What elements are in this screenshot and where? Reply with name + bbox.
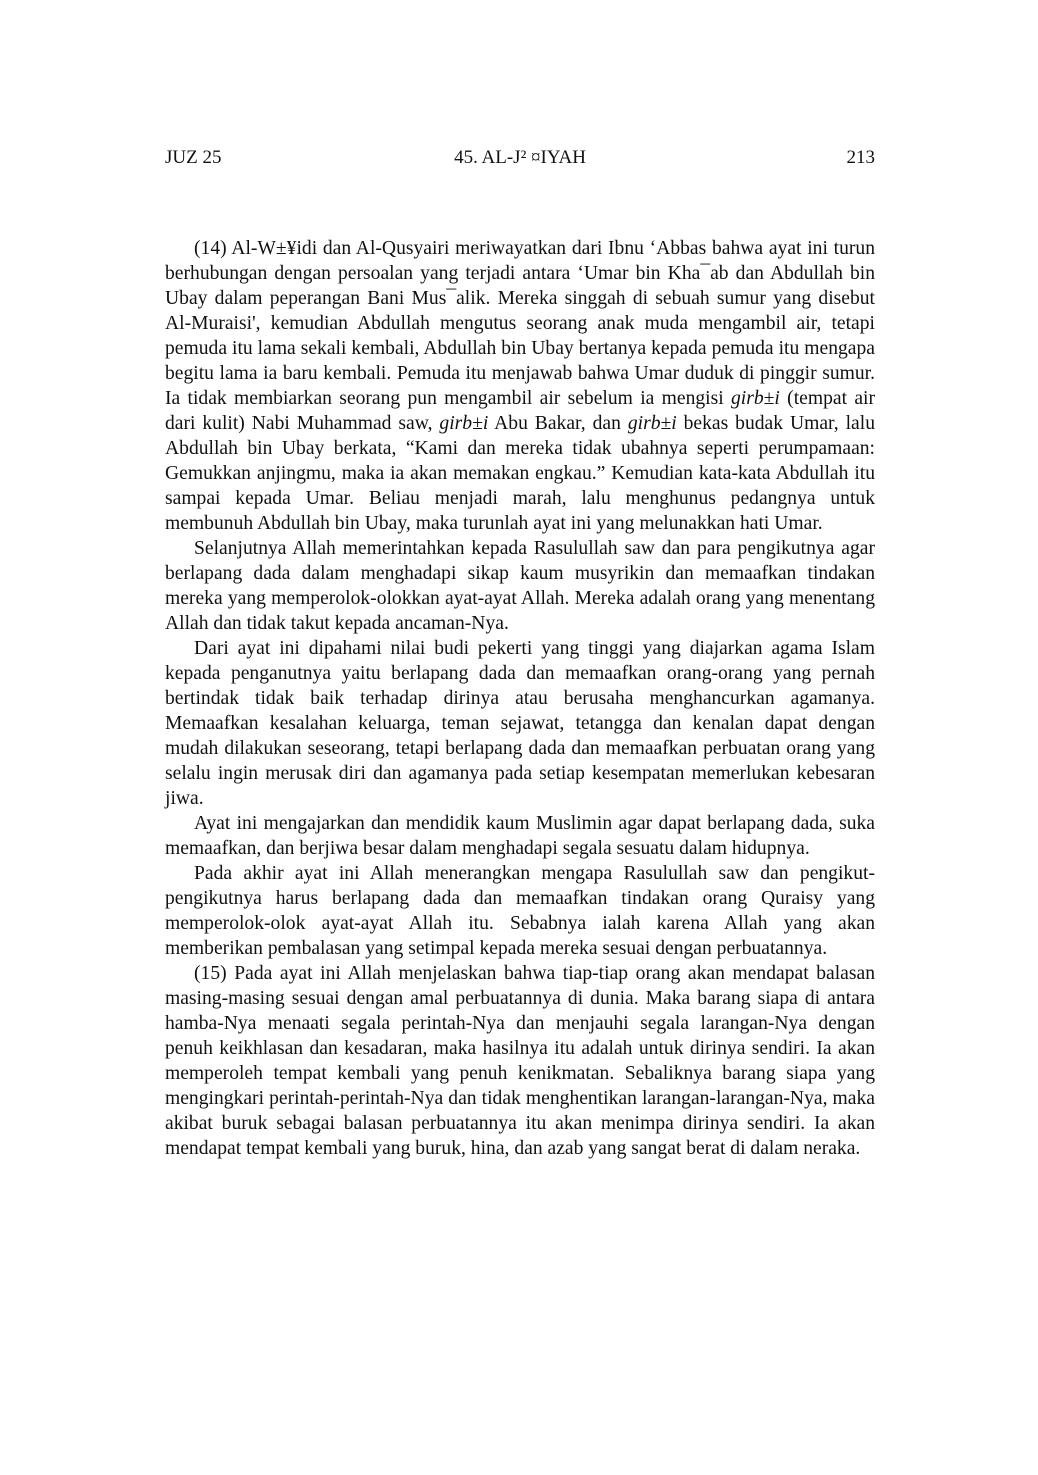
paragraph-text: (14) Al-W±¥idi dan Al-Qusyairi meriwayatkan dari Ibnu ‘Abbas bahwa ayat ini turun berhubungan dengan persoalan yang terjadi antara ‘Umar bin Kha¯ab dan Abdullah bin Ubay dalam peperangan Bani Mus¯alik. Mereka singgah di sebuah sumur yang disebut Al-Muraisi', kemudian Abdullah mengutus seorang anak muda mengambil air, tetapi pemuda itu lama sekali kembali, Abdullah bin Ubay bertanya kepada pemuda itu mengapa begitu lama ia baru kembali. Pemuda itu menjawab bahwa Umar duduk di pinggir sumur. Ia tidak membiarkan seorang pun mengambil air sebelum ia mengisi bbox=[165, 238, 875, 409]
paragraph-text: Abu Bakar, dan bbox=[488, 413, 628, 434]
paragraph-4: Ayat ini mengajarkan dan mendidik kaum Muslimin agar dapat berlapang dada, suka memaafkan, dan berjiwa besar dalam menghadapi segala sesuatu dalam hidupnya. bbox=[165, 813, 875, 859]
paragraph-5: Pada akhir ayat ini Allah menerangkan mengapa Rasulullah saw dan pengikut-pengikutnya harus berlapang dada dan memaafkan tindakan orang Quraisy yang memperolok-olok ayat-ayat Allah itu. Sebabnya ialah karena Allah yang akan memberikan pembalasan yang setimpal kepada mereka sesuai dengan perbuatannya. bbox=[165, 863, 875, 959]
page-number: 213 bbox=[846, 147, 875, 168]
italic-term: girb±i bbox=[627, 413, 677, 434]
paragraph-3: Dari ayat ini dipahami nilai budi pekerti yang tinggi yang diajarkan agama Islam kepada penganutnya yaitu berlapang dada dan memaafkan orang-orang yang pernah bertindak tidak baik terhadap dirinya atau berusaha menghancurkan agamanya. Memaafkan kesalahan keluarga, teman sejawat, tetangga dan kenalan dapat dengan mudah dilakukan seseorang, tetapi berlapang dada dan memaafkan perbuatan orang yang selalu ingin merusak diri dan agamanya pada setiap kesempatan memerlukan kebesaran jiwa. bbox=[165, 638, 875, 809]
chapter-title: 45. AL-J² ¤IYAH bbox=[454, 147, 586, 168]
body-text bbox=[165, 236, 875, 1161]
document-page bbox=[165, 0, 875, 1475]
paragraph-2: Selanjutnya Allah memerintahkan kepada Rasulullah saw dan para pengikutnya agar berlapang dada dalam menghadapi sikap kaum musyrikin dan memaafkan tindakan mereka yang memperolok-olokkan ayat-ayat Allah. Mereka adalah orang yang menentang Allah dan tidak takut kepada ancaman-Nya. bbox=[165, 538, 875, 634]
paragraph-text: bekas budak Umar, lalu Abdullah bin Ubay berkata, “Kami dan mereka tidak ubahnya seperti perumpamaan: Gemukkan anjingmu, maka ia akan memakan engkau.” Kemudian kata-kata Abdullah itu sampai kepada Umar. Beliau menjadi marah, lalu menghunus pedangnya untuk membunuh Abdullah bin Ubay, maka turunlah ayat ini yang melunakkan hati Umar. bbox=[165, 413, 875, 534]
italic-term: girb±i bbox=[731, 388, 780, 409]
paragraph-verse-14 bbox=[165, 236, 875, 536]
paragraph-text: (tempat air dari kulit) Nabi Muhammad saw, bbox=[165, 388, 875, 434]
italic-term: girb±i bbox=[439, 413, 489, 434]
juz-label: JUZ 25 bbox=[165, 147, 222, 168]
running-header bbox=[165, 146, 875, 176]
paragraph-verse-15: (15) Pada ayat ini Allah menjelaskan bahwa tiap-tiap orang akan mendapat balasan masing-masing sesuai dengan amal perbuatannya di dunia. Maka barang siapa di antara hamba-Nya menaati segala perintah-Nya dan menjauhi segala larangan-Nya dengan penuh keikhlasan dan kesadaran, maka hasilnya itu adalah untuk dirinya sendiri. Ia akan memperoleh tempat kembali yang penuh kenikmatan. Sebaliknya barang siapa yang mengingkari perintah-perintah-Nya dan tidak menghentikan larangan-larangan-Nya, maka akibat buruk sebagai balasan perbuatannya itu akan menimpa dirinya sendiri. Ia akan mendapat tempat kembali yang buruk, hina, dan azab yang sangat berat di dalam neraka. bbox=[165, 963, 875, 1159]
